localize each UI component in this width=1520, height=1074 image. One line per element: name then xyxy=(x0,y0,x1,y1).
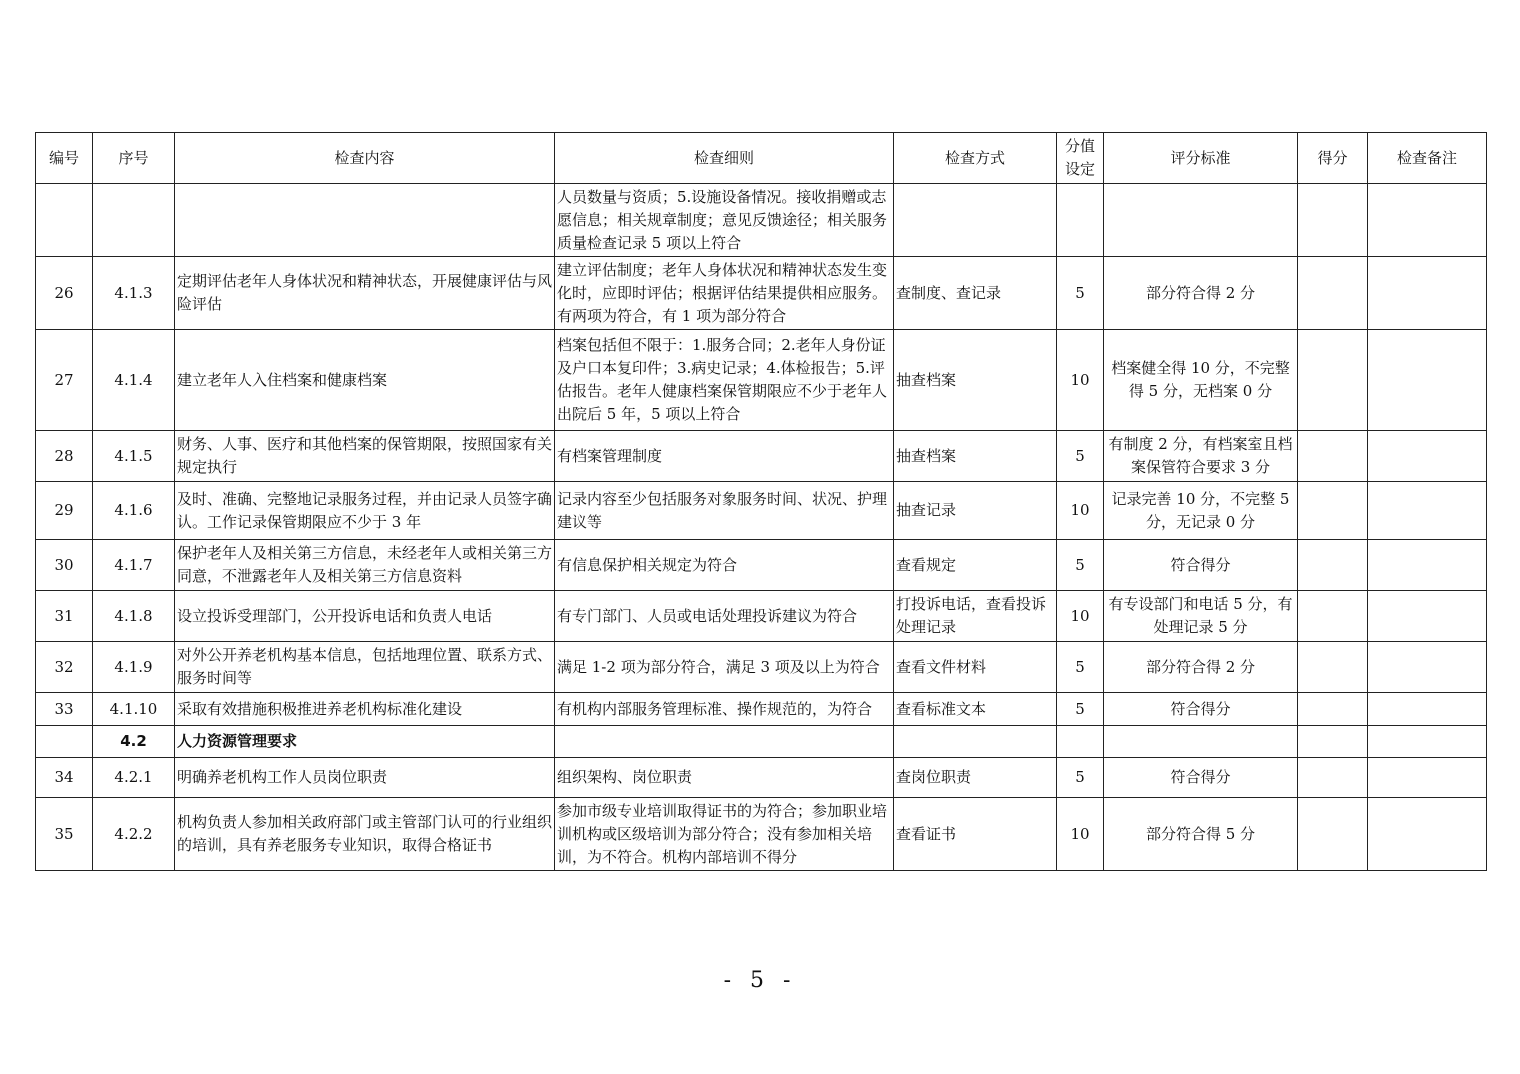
cell-method: 查看规定 xyxy=(894,540,1057,591)
header-score: 得分 xyxy=(1298,133,1368,184)
cell-criteria: 档案健全得 10 分，不完整得 5 分，无档案 0 分 xyxy=(1104,330,1298,431)
cell-xuhao: 4.2.2 xyxy=(93,798,175,871)
cell-notes xyxy=(1368,482,1487,540)
cell-criteria: 部分符合得 2 分 xyxy=(1104,257,1298,330)
cell-content: 建立老年人入住档案和健康档案 xyxy=(175,330,555,431)
header-content: 检查内容 xyxy=(175,133,555,184)
cell-content: 保护老年人及相关第三方信息，未经老年人或相关第三方同意，不泄露老年人及相关第三方信息资料 xyxy=(175,540,555,591)
cell-points: 5 xyxy=(1057,642,1104,693)
cell-content: 设立投诉受理部门，公开投诉电话和负责人电话 xyxy=(175,591,555,642)
cell-method: 抽查档案 xyxy=(894,330,1057,431)
cell-criteria: 符合得分 xyxy=(1104,540,1298,591)
section-row xyxy=(36,726,1487,758)
cell-criteria: 有专设部门和电话 5 分，有处理记录 5 分 xyxy=(1104,591,1298,642)
cell-detail: 满足 1-2 项为部分符合，满足 3 项及以上为符合 xyxy=(555,642,894,693)
cell-bianhao: 27 xyxy=(36,330,93,431)
cell-bianhao: 30 xyxy=(36,540,93,591)
header-criteria: 评分标准 xyxy=(1104,133,1298,184)
table-row xyxy=(36,330,1487,431)
cell-method: 查看证书 xyxy=(894,798,1057,871)
cell-notes xyxy=(1368,758,1487,798)
cell-notes xyxy=(1368,642,1487,693)
header-method: 检查方式 xyxy=(894,133,1057,184)
cell-xuhao: 4.1.5 xyxy=(93,431,175,482)
cell-xuhao: 4.2 xyxy=(93,726,175,758)
cell-notes xyxy=(1368,257,1487,330)
inspection-table xyxy=(35,132,1487,871)
cell-detail: 组织架构、岗位职责 xyxy=(555,758,894,798)
cell-notes xyxy=(1368,184,1487,257)
cell-score xyxy=(1298,642,1368,693)
cell-score xyxy=(1298,726,1368,758)
cell-criteria: 部分符合得 2 分 xyxy=(1104,642,1298,693)
table-row xyxy=(36,184,1487,257)
cell-points: 5 xyxy=(1057,540,1104,591)
cell-points: 10 xyxy=(1057,330,1104,431)
cell-notes xyxy=(1368,798,1487,871)
cell-method: 查看标准文本 xyxy=(894,693,1057,726)
cell-method: 查看文件材料 xyxy=(894,642,1057,693)
cell-score xyxy=(1298,798,1368,871)
cell-content: 人力资源管理要求 xyxy=(175,726,555,758)
cell-notes xyxy=(1368,591,1487,642)
page-number: - 5 - xyxy=(723,968,797,993)
cell-points: 10 xyxy=(1057,482,1104,540)
cell-bianhao: 31 xyxy=(36,591,93,642)
cell-xuhao: 4.1.7 xyxy=(93,540,175,591)
cell-bianhao xyxy=(36,726,93,758)
cell-bianhao: 33 xyxy=(36,693,93,726)
cell-detail xyxy=(555,726,894,758)
cell-method xyxy=(894,184,1057,257)
cell-method: 查岗位职责 xyxy=(894,758,1057,798)
cell-detail: 有专门部门、人员或电话处理投诉建议为符合 xyxy=(555,591,894,642)
table-row xyxy=(36,758,1487,798)
cell-points: 5 xyxy=(1057,693,1104,726)
table-row xyxy=(36,642,1487,693)
cell-criteria: 符合得分 xyxy=(1104,693,1298,726)
cell-criteria: 有制度 2 分，有档案室且档案保管符合要求 3 分 xyxy=(1104,431,1298,482)
cell-xuhao xyxy=(93,184,175,257)
cell-notes xyxy=(1368,330,1487,431)
header-xuhao: 序号 xyxy=(93,133,175,184)
cell-detail: 记录内容至少包括服务对象服务时间、状况、护理建议等 xyxy=(555,482,894,540)
cell-points: 10 xyxy=(1057,798,1104,871)
cell-xuhao: 4.1.6 xyxy=(93,482,175,540)
table-row xyxy=(36,591,1487,642)
cell-detail: 参加市级专业培训取得证书的为符合；参加职业培训机构或区级培训为部分符合；没有参加相关培训，为不符合。机构内部培训不得分 xyxy=(555,798,894,871)
header-bianhao: 编号 xyxy=(36,133,93,184)
cell-xuhao: 4.1.10 xyxy=(93,693,175,726)
cell-criteria: 部分符合得 5 分 xyxy=(1104,798,1298,871)
cell-method: 打投诉电话，查看投诉处理记录 xyxy=(894,591,1057,642)
cell-detail: 有机构内部服务管理标准、操作规范的，为符合 xyxy=(555,693,894,726)
cell-notes xyxy=(1368,431,1487,482)
header-notes: 检查备注 xyxy=(1368,133,1487,184)
cell-method xyxy=(894,726,1057,758)
cell-xuhao: 4.2.1 xyxy=(93,758,175,798)
header-detail: 检查细则 xyxy=(555,133,894,184)
cell-criteria: 记录完善 10 分，不完整 5 分，无记录 0 分 xyxy=(1104,482,1298,540)
cell-score xyxy=(1298,184,1368,257)
cell-content xyxy=(175,184,555,257)
cell-bianhao: 32 xyxy=(36,642,93,693)
cell-notes xyxy=(1368,726,1487,758)
cell-detail: 建立评估制度；老年人身体状况和精神状态发生变化时，应即时评估；根据评估结果提供相应服务。有两项为符合，有 1 项为部分符合 xyxy=(555,257,894,330)
cell-content: 财务、人事、医疗和其他档案的保管期限，按照国家有关规定执行 xyxy=(175,431,555,482)
cell-score xyxy=(1298,540,1368,591)
cell-notes xyxy=(1368,693,1487,726)
cell-bianhao: 29 xyxy=(36,482,93,540)
cell-points: 10 xyxy=(1057,591,1104,642)
table-row xyxy=(36,431,1487,482)
header-row xyxy=(36,133,1487,184)
cell-notes xyxy=(1368,540,1487,591)
header-score-set: 分值设定 xyxy=(1057,133,1104,184)
cell-bianhao: 34 xyxy=(36,758,93,798)
cell-content: 对外公开养老机构基本信息，包括地理位置、联系方式、服务时间等 xyxy=(175,642,555,693)
cell-score xyxy=(1298,482,1368,540)
cell-score xyxy=(1298,431,1368,482)
cell-xuhao: 4.1.9 xyxy=(93,642,175,693)
cell-content: 采取有效措施积极推进养老机构标准化建设 xyxy=(175,693,555,726)
table-row xyxy=(36,540,1487,591)
cell-score xyxy=(1298,591,1368,642)
cell-method: 抽查档案 xyxy=(894,431,1057,482)
cell-detail: 人员数量与资质；5.设施设备情况。接收捐赠或志愿信息；相关规章制度；意见反馈途径；相关服务质量检查记录 5 项以上符合 xyxy=(555,184,894,257)
cell-points xyxy=(1057,184,1104,257)
cell-score xyxy=(1298,758,1368,798)
cell-bianhao: 28 xyxy=(36,431,93,482)
cell-xuhao: 4.1.8 xyxy=(93,591,175,642)
cell-points xyxy=(1057,726,1104,758)
cell-detail: 有档案管理制度 xyxy=(555,431,894,482)
table-row xyxy=(36,257,1487,330)
cell-content: 及时、准确、完整地记录服务过程，并由记录人员签字确认。工作记录保管期限应不少于 3 年 xyxy=(175,482,555,540)
cell-bianhao: 35 xyxy=(36,798,93,871)
cell-points: 5 xyxy=(1057,758,1104,798)
table-row xyxy=(36,482,1487,540)
cell-criteria xyxy=(1104,726,1298,758)
cell-xuhao: 4.1.3 xyxy=(93,257,175,330)
cell-detail: 有信息保护相关规定为符合 xyxy=(555,540,894,591)
cell-criteria xyxy=(1104,184,1298,257)
cell-method: 抽查记录 xyxy=(894,482,1057,540)
cell-bianhao: 26 xyxy=(36,257,93,330)
cell-xuhao: 4.1.4 xyxy=(93,330,175,431)
table-row xyxy=(36,693,1487,726)
cell-content: 定期评估老年人身体状况和精神状态，开展健康评估与风险评估 xyxy=(175,257,555,330)
table-row xyxy=(36,798,1487,871)
cell-content: 明确养老机构工作人员岗位职责 xyxy=(175,758,555,798)
cell-score xyxy=(1298,330,1368,431)
cell-points: 5 xyxy=(1057,431,1104,482)
cell-points: 5 xyxy=(1057,257,1104,330)
cell-method: 查制度、查记录 xyxy=(894,257,1057,330)
cell-content: 机构负责人参加相关政府部门或主管部门认可的行业组织的培训，具有养老服务专业知识，取得合格证书 xyxy=(175,798,555,871)
cell-score xyxy=(1298,257,1368,330)
cell-bianhao xyxy=(36,184,93,257)
cell-criteria: 符合得分 xyxy=(1104,758,1298,798)
cell-score xyxy=(1298,693,1368,726)
cell-detail: 档案包括但不限于：1.服务合同；2.老年人身份证及户口本复印件；3.病史记录；4.体检报告；5.评估报告。老年人健康档案保管期限应不少于老年人出院后 5 年，5 项以上符合 xyxy=(555,330,894,431)
